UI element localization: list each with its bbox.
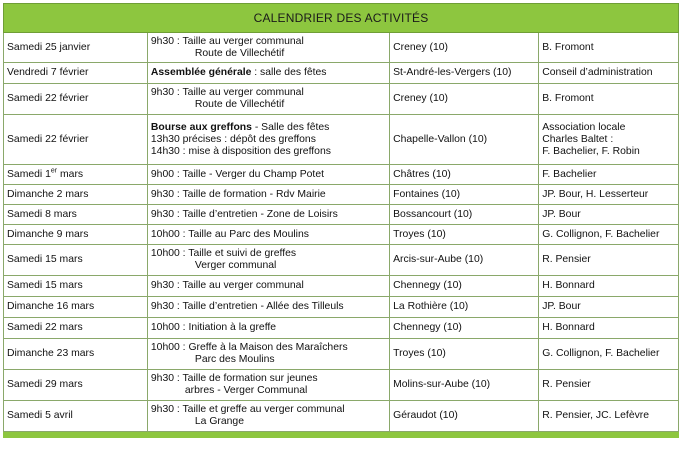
activity-table	[3, 3, 679, 432]
table-row	[4, 185, 679, 205]
activity-cell: 10h00 : Greffe à la Maison des Maraîchers Parc des Moulins	[147, 339, 389, 370]
organizer-cell: JP. Bour	[539, 297, 679, 318]
organizer-cell: R. Pensier, JC. Lefèvre	[539, 401, 679, 432]
calendar	[3, 3, 679, 438]
activity-cell: 9h30 : Taille au verger communal	[147, 276, 389, 297]
place-cell: Troyes (10)	[390, 339, 539, 370]
activity-cell: 10h00 : Taille et suivi de greffes Verger communal	[147, 245, 389, 276]
table-row	[4, 225, 679, 245]
activity-cell: 9h30 : Taille d’entretien - Zone de Loisirs	[147, 205, 389, 225]
page-title: CALENDRIER DES ACTIVITÉS	[4, 4, 679, 33]
organizer-cell: B. Fromont	[539, 33, 679, 63]
table-row	[4, 318, 679, 339]
table-row	[4, 165, 679, 185]
date-cell: Samedi 15 mars	[4, 245, 148, 276]
organizer-cell: R. Pensier	[539, 370, 679, 401]
organizer-cell: F. Bachelier	[539, 165, 679, 185]
activity-cell: 9h30 : Taille de formation sur jeunes arbres - Verger Communal	[147, 370, 389, 401]
place-cell: Bossancourt (10)	[390, 205, 539, 225]
place-cell: Creney (10)	[390, 84, 539, 115]
activity-cell: 9h30 : Taille et greffe au verger communal La Grange	[147, 401, 389, 432]
date-cell: Samedi 5 avril	[4, 401, 148, 432]
table-row	[4, 339, 679, 370]
organizer-cell: H. Bonnard	[539, 318, 679, 339]
date-cell: Samedi 22 février	[4, 84, 148, 115]
table-header-row	[4, 4, 679, 33]
date-cell: Samedi 29 mars	[4, 370, 148, 401]
organizer-cell: H. Bonnard	[539, 276, 679, 297]
date-cell: Samedi 22 mars	[4, 318, 148, 339]
place-cell: Arcis-sur-Aube (10)	[390, 245, 539, 276]
activity-cell: 10h00 : Taille au Parc des Moulins	[147, 225, 389, 245]
activity-cell: 9h30 : Taille au verger communal Route de Villechétif	[147, 84, 389, 115]
place-cell: Chapelle-Vallon (10)	[390, 115, 539, 165]
date-cell: Samedi 1er mars	[4, 165, 148, 185]
activity-cell: 9h30 : Taille de formation - Rdv Mairie	[147, 185, 389, 205]
date-cell: Samedi 25 janvier	[4, 33, 148, 63]
organizer-cell: JP. Bour, H. Lesserteur	[539, 185, 679, 205]
table-row	[4, 276, 679, 297]
table-row	[4, 401, 679, 432]
activity-cell: Assemblée générale : salle des fêtes	[147, 63, 389, 84]
table-row	[4, 245, 679, 276]
place-cell: Molins-sur-Aube (10)	[390, 370, 539, 401]
table-row	[4, 115, 679, 165]
organizer-cell: B. Fromont	[539, 84, 679, 115]
place-cell: Chennegy (10)	[390, 318, 539, 339]
date-cell: Dimanche 2 mars	[4, 185, 148, 205]
place-cell: St-André-les-Vergers (10)	[390, 63, 539, 84]
place-cell: Chennegy (10)	[390, 276, 539, 297]
table-row	[4, 84, 679, 115]
place-cell: La Rothière (10)	[390, 297, 539, 318]
activity-cell: 9h30 : Taille au verger communal Route de Villechétif	[147, 33, 389, 63]
table-row	[4, 297, 679, 318]
date-cell: Samedi 8 mars	[4, 205, 148, 225]
organizer-cell: R. Pensier	[539, 245, 679, 276]
activity-cell: Bourse aux greffons - Salle des fêtes 13h30 précises : dépôt des greffons 14h30 : mise à disposition des greffons	[147, 115, 389, 165]
organizer-cell: JP. Bour	[539, 205, 679, 225]
table-row	[4, 370, 679, 401]
activity-cell: 9h30 : Taille d’entretien - Allée des Tilleuls	[147, 297, 389, 318]
date-cell: Vendredi 7 février	[4, 63, 148, 84]
table-row	[4, 33, 679, 63]
place-cell: Troyes (10)	[390, 225, 539, 245]
place-cell: Châtres (10)	[390, 165, 539, 185]
organizer-cell: G. Collignon, F. Bachelier	[539, 339, 679, 370]
activity-cell: 10h00 : Initiation à la greffe	[147, 318, 389, 339]
date-cell: Dimanche 23 mars	[4, 339, 148, 370]
place-cell: Creney (10)	[390, 33, 539, 63]
organizer-cell: Association locale Charles Baltet : F. Bachelier, F. Robin	[539, 115, 679, 165]
organizer-cell: G. Collignon, F. Bachelier	[539, 225, 679, 245]
activity-cell: 9h00 : Taille - Verger du Champ Potet	[147, 165, 389, 185]
table-row	[4, 63, 679, 84]
date-cell: Samedi 15 mars	[4, 276, 148, 297]
date-cell: Dimanche 16 mars	[4, 297, 148, 318]
bottom-bar	[3, 432, 679, 438]
organizer-cell: Conseil d’administration	[539, 63, 679, 84]
place-cell: Fontaines (10)	[390, 185, 539, 205]
table-row	[4, 205, 679, 225]
place-cell: Géraudot (10)	[390, 401, 539, 432]
date-cell: Dimanche 9 mars	[4, 225, 148, 245]
date-cell: Samedi 22 février	[4, 115, 148, 165]
